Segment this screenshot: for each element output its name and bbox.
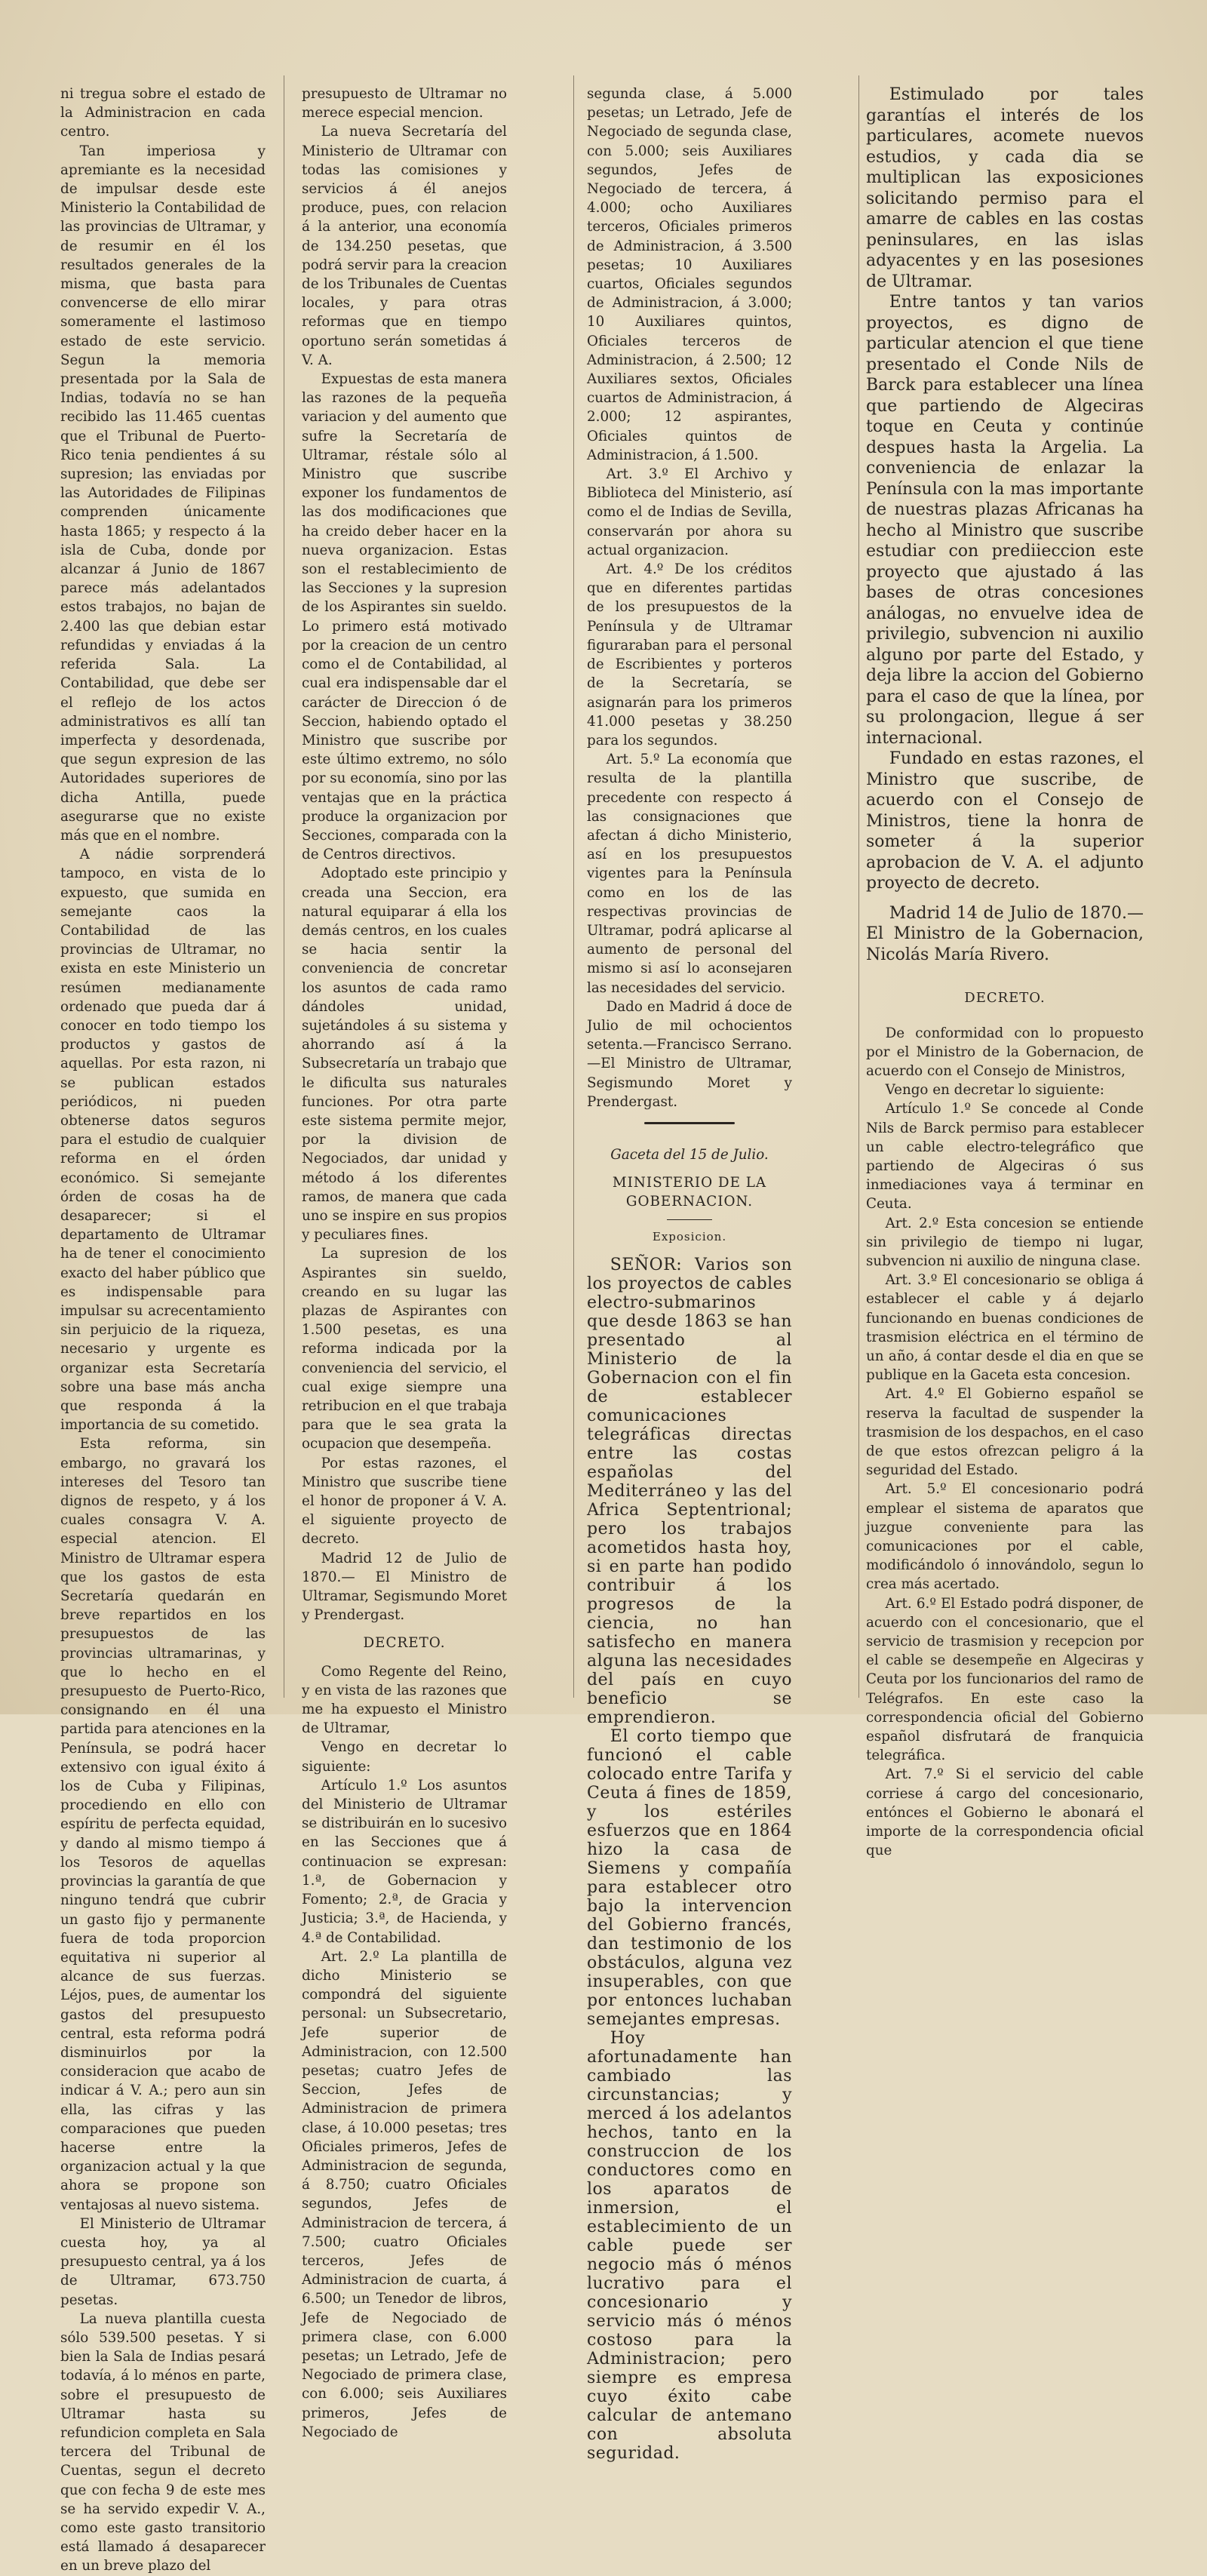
paragraph: segunda clase, á 5.000 pesetas; un Letrado, Jefe de Negociado de segunda clase, con 5.000; seis Auxiliares segundos, Jefes de Negociado de tercera, á 4.000; ocho Auxiliares terceros, Oficiales primeros de Administracion, á 3.500 pesetas; 10 Auxiliares cuartos, Oficiales segundos de Administracion, á 3.000; 10 Auxiliares quintos, Oficiales terceros de Administracion, á 2.500; 12 Auxiliares sextos, Oficiales cuartos de Administracion, á 2.000; 12 aspirantes, Oficiales quintos de Administracion, á 1.500. (587, 86, 792, 463)
paragraph: La supresion de los Aspirantes sin sueldo, creando en su lugar las plazas de Aspirantes con 1.500 pesetas, es una reforma indicada por la conveniencia del servicio, el cual exige siempre una retribucion en el que trabaja para que le sea grata la ocupacion que desempeña. (302, 1246, 507, 1452)
column-divider (858, 75, 859, 1698)
gazette-date: Gaceta del 15 de Julio. (610, 1146, 769, 1163)
decree-heading: DECRETO. (363, 1635, 446, 1652)
paragraph: Artículo 1.º Los asuntos del Ministerio de Ultramar se distribuirán en lo sucesivo en las Secciones que á continuacion se expresan: 1.ª, de Gobernacion y Fomento; 2.ª, de Gracia y Justicia; 3.ª, de Hacienda, y 4.ª de Contabilidad. (302, 1777, 507, 1946)
column-1 (60, 85, 266, 2576)
paragraph: Expuestas de esta manera las razones de la pequeña variacion y del aumento que sufre la Secretaría de Ultramar, réstale sólo al Ministro que suscribe exponer los fundamentos de las dos modificaciones que ha creido deber hacer en la nueva organizacion. Estas son el restablecimiento de las Secciones y la supresion de los Aspirantes sin sueldo. Lo primero está motivado por la creacion de un centro como el de Contabilidad, al cual era indispensable dar el carácter de Direccion ó de Seccion, habiendo optado el Ministro que suscribe por este último extremo, no sólo por su economía, sino por las ventajas que en la práctica produce la organizacion por Secciones, comparada con la de Centros directivos. (302, 371, 507, 863)
column-2 (302, 85, 507, 2442)
signature-line: Madrid 14 de Julio de 1870.— El Ministro de la Gobernacion, Nicolás María Rivero. (866, 903, 1144, 964)
decree-heading: DECRETO. (964, 990, 1046, 1006)
ministry-heading: MINISTERIO DE LA GOBERNACION. (612, 1175, 767, 1210)
paragraph: Madrid 12 de Julio de 1870.— El Ministro de Ultramar, Segismundo Moret y Prendergast. (302, 1550, 507, 1624)
paragraph: De conformidad con lo propuesto por el Ministro de la Gobernacion, de acuerdo con el Consejo de Ministros, (866, 1025, 1144, 1079)
paragraph: Art. 2.º Esta concesion se entiende sin privilegio de tiempo ni lugar, subvencion ni auxilio de ninguna clase. (866, 1215, 1144, 1269)
paragraph: Adoptado este principio y creada una Seccion, era natural equiparar á ella los demás centros, en los cuales se hacia sentir la conveniencia de concretar los asuntos de cada ramo dándoles unidad, sujetándoles á su sistema y ahorrando así á la Subsecretaría un trabajo que le dificulta sus naturales funciones. Por otra parte este sistema permite mejor, por la division de Negociados, dar unidad y método á los diferentes ramos, de manera que cada uno se inspire en sus propios y peculiares fines. (302, 865, 507, 1243)
paragraph: Art. 4.º El Gobierno español se reserva la facultad de suspender la trasmision de los despachos, en el caso de que estos ofrezcan peligro á la seguridad del Estado. (866, 1386, 1144, 1479)
paragraph: Por estas razones, el Ministro que suscribe tiene el honor de proponer á V. A. el siguiente proyecto de decreto. (302, 1455, 507, 1548)
paragraph: La nueva plantilla cuesta sólo 539.500 pesetas. Y si bien la Sala de Indias pesará todavía, á lo ménos en parte, sobre el presupuesto de Ultramar hasta su refundicion completa en Sala tercera del Tribunal de Cuentas, segun el decreto que con fecha 9 de este mes se ha servido expedir V. A., como este gasto transitorio está llamado á desaparecer en un breve plazo del (60, 2310, 266, 2574)
paragraph: Art. 5.º La economía que resulta de la plantilla precedente con respecto á las consignaciones que afectan á dicho Ministerio, así en los presupuestos vigentes para la Península como en los de las respectivas provincias de Ultramar, podrá aplicarse al aumento de personal del mismo si así lo aconsejaren las necesidades del servicio. (587, 752, 792, 996)
paragraph: Tan imperiosa y apremiante es la necesidad de impulsar desde este Ministerio la Contabilidad de las provincias de Ultramar, y de resumir en él los resultados generales de la misma, que basta para convencerse de ello mirar someramente el lastimoso estado de este servicio. Segun la memoria presentada por la Sala de Indias, todavía no se han recibido las 11.465 cuentas que el Tribunal de Puerto-Rico tenia pendientes á su supresion; las enviadas por las Autoridades de Filipinas comprenden únicamente hasta 1865; y respecto á la isla de Cuba, donde por alcanzar á Junio de 1867 parece más adelantados estos trabajos, no bajan de 2.400 las que debian estar refundidas y enviadas á la referida Sala. La Contabilidad, que debe ser el reflejo de los actos administrativos es allí tan imperfecta y desordenada, que segun expresion de las Autoridades superiores de dicha Antilla, puede asegurarse que no existe más que en el nombre. (60, 143, 266, 844)
heading-divider (667, 1219, 712, 1220)
paragraph: Vengo en decretar lo siguiente: (302, 1739, 507, 1775)
paragraph: Dado en Madrid á doce de Julio de mil ochocientos setenta.—Francisco Serrano.—El Ministro de Ultramar, Segismundo Moret y Prendergast. (587, 998, 792, 1110)
paragraph: Esta reforma, sin embargo, no gravará los intereses del Tesoro tan dignos de respeto, y á los cuales consagra V. A. especial atencion. El Ministro de Ultramar espera que los gastos de esta Secretaría quedarán en breve repartidos en los presupuestos de las provincias ultramarinas, y que lo hecho en el presupuesto de Puerto-Rico, consignando en él una partida para atenciones en la Península, se podrá hacer extensivo con igual éxito á los de Cuba y Filipinas, procediendo en ello con espíritu de perfecta equidad, y dando al mismo tiempo á los Tesoros de aquellas provincias la garantía de que ninguno tendrá que cubrir un gasto fijo y permanente fuera de toda proporcion equitativa ni superior al alcance de sus fuerzas. Léjos, pues, de aumentar los gastos del presupuesto central, esta reforma podrá disminuirlos por la consideracion que acabo de indicar á V. A.; pero aun sin ella, las cifras y las comparaciones que pueden hacerse entre la organizacion actual y la que ahora se propone son ventajosas al nuevo sistema. (60, 1436, 266, 2213)
paragraph: Artículo 1.º Se concede al Conde Nils de Barck permiso para establecer un cable electro-telegráfico que partiendo de Algeciras ó sus inmediaciones vaya á terminar en Ceuta. (866, 1101, 1144, 1213)
paragraph: Entre tantos y tan varios proyectos, es digno de particular atencion el que tiene presentado el Conde Nils de Barck para establecer una línea que partiendo de Algeciras toque en Ceuta y continúe despues hasta la Argelia. La conveniencia de enlazar la Península con la mas importante de nuestras plazas Africanas ha hecho al Ministro que suscribe estudiar con prediieccion este proyecto que ajustado á las bases de otras concesiones análogas, no envuelve idea de privilegio, subvencion ni auxilio alguno por parte del Estado, y deja libre la accion del Gobierno para el caso de que la línea, por su prolongacion, llegue á ser internacional. (866, 293, 1144, 748)
paragraph: SEÑOR: Varios son los proyectos de cables electro-submarinos que desde 1863 se han presentado al Ministerio de la Gobernacion con el fin de establecer comunicaciones telegráficas directas entre las costas españolas del Mediterráneo y las del Africa Septentrional; pero los trabajos acometidos hasta hoy, si en parte han podido contribuir á los progresos de la ciencia, no han satisfecho en manera alguna las necesidades del país en cuyo beneficio se emprendieron. (587, 1255, 792, 1727)
paragraph: El corto tiempo que funcionó el cable colocado entre Tarifa y Ceuta á fines de 1859, y los estériles esfuerzos que en 1864 hizo la casa de Siemens y compañía para establecer otro bajo la intervencion del Gobierno francés, dan testimonio de los obstáculos, alguna vez insuperables, con que por entonces luchaban semejantes empresas. (587, 1726, 792, 2029)
paragraph: Fundado en estas razones, el Ministro que suscribe, de acuerdo con el Consejo de Ministros, tiene la honra de someter á la superior aprobacion de V. A. el adjunto proyecto de decreto. (866, 749, 1144, 893)
paragraph: Art. 2.º La plantilla de dicho Ministerio se compondrá del siguiente personal: un Subsecretario, Jefe superior de Administracion, con 12.500 pesetas; cuatro Jefes de Seccion, Jefes de Administracion de primera clase, á 10.000 pesetas; tres Oficiales primeros, Jefes de Administracion de segunda, á 8.750; cuatro Oficiales segundos, Jefes de Administracion de tercera, á 7.500; cuatro Oficiales terceros, Jefes de Administracion de cuarta, á 6.500; un Tenedor de libros, Jefe de Negociado de primera clase, con 6.000 pesetas; un Letrado, Jefe de Negociado de primera clase, con 6.000; seis Auxiliares primeros, Jefes de Negociado de (302, 1948, 507, 2440)
paragraph: Vengo en decretar lo siguiente: (885, 1082, 1104, 1099)
paragraph: Hoy afortunadamente han cambiado las circunstancias; y merced á los adelantos hechos, tanto en la construccion de los conductores como en los aparatos de inmersion, el establecimiento de un cable puede ser negocio más ó ménos lucrativo para el concesionario y servicio más ó ménos costoso para la Administracion; pero siempre es empresa cuyo éxito cabe calcular de antemano con absoluta seguridad. (587, 2028, 792, 2463)
paragraph: ni tregua sobre el estado de la Administracion en cada centro. (60, 86, 266, 140)
paragraph: Como Regente del Reino, y en vista de las razones que me ha expuesto el Ministro de Ultramar, (302, 1663, 507, 1737)
column-3 (587, 85, 792, 2463)
paragraph: Art. 6.º El Estado podrá disponer, de acuerdo con el concesionario, que el servicio de trasmision y recepcion por el cable se desempeñe en Algeciras y Ceuta por los funcionarios del ramo de Telégrafos. En este caso la correspondencia oficial del Gobierno español disfrutará de franquicia telegráfica. (866, 1595, 1144, 1764)
paragraph: Art. 7.º Si el servicio del cable corriese á cargo del concesionario, entónces el Gobierno le abonará el importe de la correspondencia oficial que (866, 1766, 1144, 1859)
paragraph: Art. 4.º De los créditos que en diferentes partidas de los presupuestos de la Península y de Ultramar figuraraban para el personal de Escribientes y porteros de la Secretaría, se asignarán para los primeros 41.000 pesetas y 38.250 para los segundos. (587, 561, 792, 749)
paragraph: Art. 3.º El Archivo y Biblioteca del Ministerio, así como el de Indias de Sevilla, conservarán por ahora su actual organizacion. (587, 466, 792, 558)
section-divider (644, 1122, 735, 1124)
column-4 (866, 85, 1144, 1860)
paragraph: El Ministerio de Ultramar cuesta hoy, ya al presupuesto central, ya á los de Ultramar, 673.750 pesetas. (60, 2215, 266, 2308)
paragraph: presupuesto de Ultramar no merece especial mencion. (302, 86, 507, 121)
paragraph: La nueva Secretaría del Ministerio de Ultramar con todas las comisiones y servicios á él anejos produce, pues, con relacion á la anterior, una economía de 134.250 pesetas, que podrá servir para la creacion de los Tribunales de Cuentas locales, y para otras reformas que en tiempo oportuno serán sometidas á V. A. (302, 124, 507, 368)
paragraph: Art. 3.º El concesionario se obliga á establecer el cable y á dejarlo funcionando en buenas condiciones de trasmision eléctrica en el término de un año, á contar desde el dia en que se publique en la Gaceta esta concesion. (866, 1272, 1144, 1384)
exposition-heading: Exposicion. (652, 1229, 727, 1243)
paragraph: Estimulado por tales garantías el interés de los particulares, acomete nuevos estudios, y cada dia se multiplican las exposiciones solicitando permiso para el amarre de cables en las costas peninsulares, en las islas adyacentes y en las posesiones de Ultramar. (866, 85, 1144, 291)
paragraph: Art. 5.º El concesionario podrá emplear el sistema de aparatos que juzgue conveniente para las comunicaciones por el cable, modificándolo ó innovándolo, segun lo crea más acertado. (866, 1481, 1144, 1593)
paragraph: A nádie sorprenderá tampoco, en vista de lo expuesto, que sumida en semejante caos la Contabilidad de las provincias de Ultramar, no exista en este Ministerio un resúmen medianamente ordenado que pueda dar á conocer en todo tiempo los productos y gastos de aquellas. Por esta razon, ni se publican estados periódicos, ni pueden obtenerse datos seguros para el estudio de cualquier reforma en el órden económico. Si semejante órden de cosas ha de desaparecer; si el departamento de Ultramar ha de tener el conocimiento exacto del haber público que es indispensable para impulsar su acrecentamiento sin perjuicio de la riqueza, necesario y urgente es organizar esta Secretaría sobre una base más ancha que responda á la importancia de su cometido. (60, 847, 266, 1434)
column-divider (573, 75, 574, 1698)
